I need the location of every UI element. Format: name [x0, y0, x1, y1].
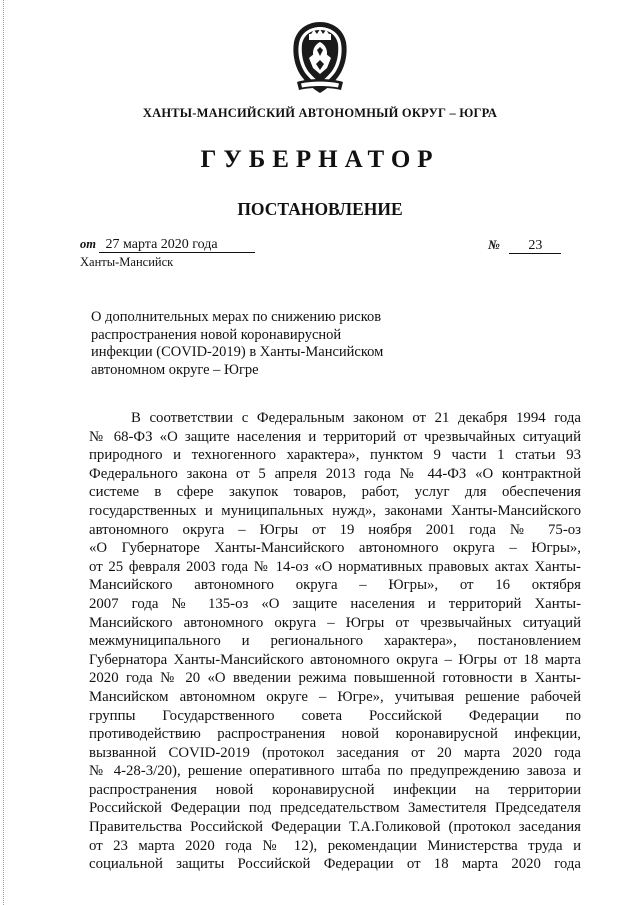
- city: Ханты-Мансийск: [80, 255, 174, 269]
- body-line: вызванной COVID-2019 (протокол заседания от 20 марта 2020 года: [89, 744, 581, 761]
- body-line: № 4-28-3/20), решение оперативного штаба по предупреждению завоза и: [89, 763, 581, 780]
- body-line: Мансийского автономного округа – Югры», от 16 октября: [89, 577, 581, 594]
- body-text: [89, 409, 581, 874]
- title-line: О дополнительных мерах по снижению рисков: [91, 309, 382, 325]
- body-line: группы Государственного совета Российской Федерации по: [89, 707, 581, 724]
- body-line: В соответствии с Федеральным законом от 21 декабря 1994 года: [131, 410, 581, 426]
- body-line: социальной защиты Российской Федерации от 18 марта 2020 года: [89, 856, 581, 873]
- body-line: от 23 марта 2020 года № 12), рекомендации Министерства труда и: [89, 837, 581, 854]
- body-line: Губернатора Ханты-Мансийского автономного округа – Югры от 18 марта: [89, 651, 581, 668]
- scan-edge: [3, 0, 5, 905]
- body-line: природного и техногенного характера», пунктом 9 части 1 статьи 93: [89, 447, 581, 464]
- body-line: «О Губернаторе Ханты-Мансийского автономного округа – Югры»,: [89, 540, 581, 557]
- document-title: [91, 309, 431, 379]
- body-line: межмуниципального и регионального характера», постановлением: [89, 633, 581, 650]
- body-line: от 25 февраля 2003 года № 14-оз «О нормативных правовых актах Ханты-: [89, 558, 581, 575]
- body-line: Мансийского автономного округа – Югры от чрезвычайных ситуаций: [89, 614, 581, 631]
- body-line: распространения новой коронавирусной инфекции на территории: [89, 781, 581, 798]
- number-prefix: №: [488, 237, 500, 252]
- date-prefix: от: [80, 237, 96, 251]
- authority-title: ГУБЕРНАТОР: [200, 146, 440, 173]
- number-line: [488, 237, 561, 254]
- title-line: автономном округе – Югре: [91, 361, 259, 378]
- body-line: Правительства Российской Федерации Т.А.Голиковой (протокол заседания: [89, 819, 581, 836]
- document-number: 23: [509, 238, 561, 254]
- body-line: Мансийском автономном округе – Югре», учитывая решение рабочей: [89, 688, 581, 705]
- document-type: ПОСТАНОВЛЕНИЕ: [237, 199, 403, 219]
- document-date: 27 марта 2020 года: [99, 237, 255, 253]
- coat-of-arms-icon: [291, 20, 349, 98]
- body-line: 2007 года № 135-оз «О защите населения и территорий Ханты-: [89, 595, 581, 612]
- body-line: государственных и муниципальных нужд», законами Ханты-Мансийского: [89, 502, 581, 519]
- title-line: распространения новой коронавирусной: [91, 326, 342, 343]
- title-line: инфекции (COVID-2019) в Ханты-Мансийском: [91, 344, 384, 360]
- body-line: Российской Федерации под председательством Заместителя Председателя: [89, 800, 581, 817]
- body-line: противодействию распространения новой коронавирусной инфекции,: [89, 726, 581, 743]
- body-line: Федерального закона от 5 апреля 2013 года № 44-ФЗ «О контрактной: [89, 465, 581, 482]
- region-name: ХАНТЫ-МАНСИЙСКИЙ АВТОНОМНЫЙ ОКРУГ – ЮГРА: [142, 106, 498, 120]
- date-line: [80, 237, 255, 253]
- body-line: 2020 года № 20 «О введении режима повышенной готовности в Ханты-: [89, 670, 581, 687]
- body-line: системе в сфере закупок товаров, работ, услуг для обеспечения: [89, 484, 581, 501]
- body-line: автономного округа – Югры от 19 ноября 2001 года № 75-оз: [89, 521, 581, 538]
- body-line: № 68-ФЗ «О защите населения и территорий от чрезвычайных ситуаций: [89, 428, 581, 445]
